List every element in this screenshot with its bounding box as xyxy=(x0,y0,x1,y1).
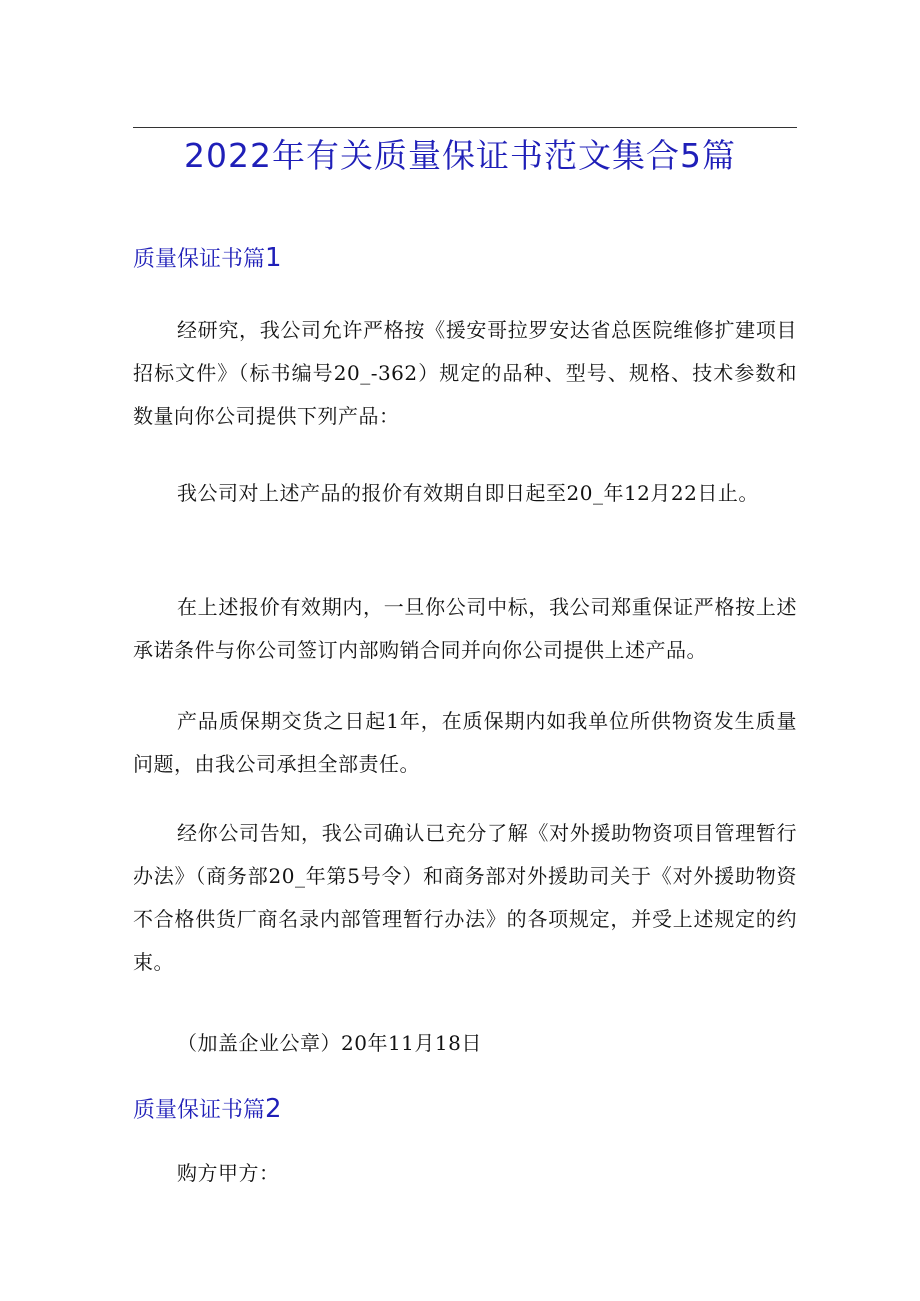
section-heading-number: 1 xyxy=(265,243,282,273)
paragraph-2: 我公司对上述产品的报价有效期自即日起至20_年12月22日止。 xyxy=(177,481,759,505)
paragraph-5: 经你公司告知，我公司确认已充分了解《对外援助物资项目管理暂行办法》（商务部20_年第5号令）和商务部对外援助司关于《对外援助物资不合格供货厂商名录内部管理暂行办法》的各项规定，并受上述规定的约束。 xyxy=(133,821,797,974)
paragraph-buyer: 购方甲方： xyxy=(177,1161,280,1185)
section-heading-1 xyxy=(133,242,282,276)
section-heading-text: 质量保证书篇 xyxy=(133,1098,266,1123)
paragraph-6-seal-date: （加盖企业公章）20年11月18日 xyxy=(177,1031,482,1055)
paragraph-4: 产品质保期交货之日起1年，在质保期内如我单位所供物资发生质量问题，由我公司承担全部责任。 xyxy=(133,709,797,776)
section-heading-number: 2 xyxy=(265,1094,282,1124)
title-top-rule xyxy=(133,127,797,128)
section-heading-text: 质量保证书篇 xyxy=(133,247,266,272)
paragraph-1: 经研究，我公司允许严格按《援安哥拉罗安达省总医院维修扩建项目招标文件》（标书编号20_-362）规定的品种、型号、规格、技术参数和数量向你公司提供下列产品： xyxy=(133,318,797,428)
document-title: 2022年有关质量保证书范文集合5篇 xyxy=(184,136,736,175)
paragraph-3: 在上述报价有效期内，一旦你公司中标，我公司郑重保证严格按上述承诺条件与你公司签订内部购销合同并向你公司提供上述产品。 xyxy=(133,595,797,662)
section-heading-2 xyxy=(133,1093,282,1127)
